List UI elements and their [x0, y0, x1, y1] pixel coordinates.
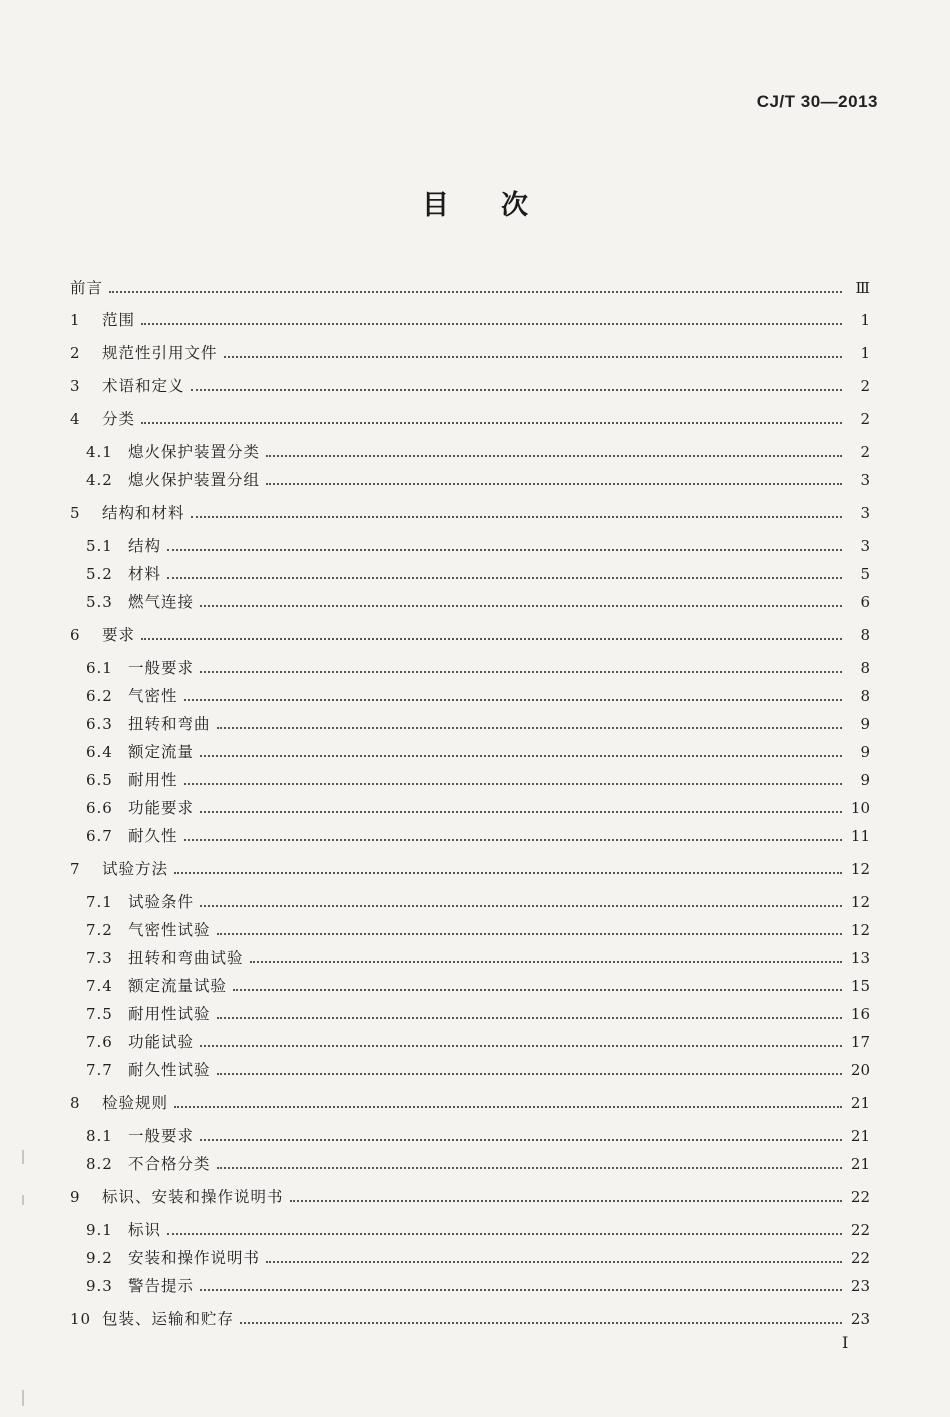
toc-entry-label: 安装和操作说明书 [128, 1249, 261, 1267]
toc-entry[interactable] [86, 464, 870, 490]
toc-entry[interactable] [86, 998, 870, 1024]
toc-entry-page: 12 [850, 860, 870, 878]
toc-entry[interactable] [70, 304, 870, 330]
standard-code: CJ/T 30—2013 [756, 92, 878, 111]
dot-leader [266, 483, 842, 485]
toc-entry-page: 8 [860, 659, 870, 677]
toc-entry[interactable] [86, 820, 870, 846]
toc-entry-page: 21 [850, 1094, 870, 1112]
toc-entry[interactable] [86, 1148, 870, 1174]
toc-entry-label: 一般要求 [128, 1127, 195, 1145]
toc-entry[interactable] [86, 1026, 870, 1052]
dot-leader [217, 1017, 842, 1019]
toc-entry-page: 3 [860, 504, 870, 522]
toc-entry[interactable] [86, 436, 870, 462]
toc-entry-page: Ⅲ [855, 279, 870, 297]
toc-entry-label: 额定流量试验 [128, 977, 228, 995]
toc-entry[interactable] [86, 680, 870, 706]
toc-entry-number: 5.3 [86, 593, 113, 611]
toc-entry[interactable] [70, 619, 870, 645]
toc-entry-page: 9 [860, 771, 870, 789]
dot-leader [200, 905, 842, 907]
toc-entry[interactable] [70, 497, 870, 523]
toc-entry-label: 范围 [102, 311, 136, 329]
toc-entry-number: 8.2 [86, 1155, 113, 1173]
toc-entry-number: 8.1 [86, 1127, 113, 1145]
page-title: 目次 [422, 190, 580, 221]
toc-entry-page: 12 [850, 893, 870, 911]
dot-leader [109, 291, 842, 293]
toc-entry-number: 6.4 [86, 743, 113, 761]
toc-entry-number: 7.6 [86, 1033, 113, 1051]
dot-leader [200, 1139, 842, 1141]
toc-entry[interactable] [86, 886, 870, 912]
toc-entry-page: 21 [850, 1155, 870, 1173]
dot-leader [141, 323, 842, 325]
toc-entry-label: 扭转和弯曲 [128, 715, 211, 733]
toc-entry-label: 警告提示 [128, 1277, 195, 1295]
dot-leader [167, 577, 842, 579]
scan-artifact [22, 1150, 24, 1164]
toc-entry-page: 8 [860, 687, 870, 705]
toc-entry-number: 5.1 [86, 537, 113, 555]
toc-entry-page: 15 [850, 977, 870, 995]
toc-entry-label: 结构和材料 [102, 504, 185, 522]
dot-leader [184, 839, 842, 841]
toc-entry-page: 1 [860, 344, 870, 362]
toc-entry-page: 3 [860, 471, 870, 489]
toc-entry-label: 不合格分类 [128, 1155, 211, 1173]
toc-entry-label: 要求 [102, 626, 136, 644]
toc-entry-label: 包装、运输和贮存 [102, 1310, 235, 1328]
toc-entry-number: 7 [70, 860, 81, 878]
toc-entry-number: 7.7 [86, 1061, 113, 1079]
toc-entry-page: 20 [850, 1061, 870, 1079]
toc-entry-label: 功能要求 [128, 799, 195, 817]
toc-entry-page: 8 [860, 626, 870, 644]
dot-leader [184, 783, 842, 785]
toc-entry[interactable] [70, 1181, 870, 1207]
toc-entry-page: 22 [850, 1188, 870, 1206]
toc-entry-page: 1 [860, 311, 870, 329]
dot-leader [141, 422, 842, 424]
toc-entry[interactable] [86, 558, 870, 584]
toc-entry-number: 7.3 [86, 949, 113, 967]
dot-leader [233, 989, 842, 991]
dot-leader [200, 605, 842, 607]
toc-entry-number: 6.7 [86, 827, 113, 845]
toc-entry-page: 3 [860, 537, 870, 555]
dot-leader [167, 549, 842, 551]
toc-entry-page: 17 [850, 1033, 870, 1051]
toc-entry-label: 耐久性试验 [128, 1061, 211, 1079]
toc-entry[interactable] [70, 370, 870, 396]
toc-entry-page: 5 [860, 565, 870, 583]
toc-entry-number: 6.2 [86, 687, 113, 705]
toc-entry-label: 燃气连接 [128, 593, 195, 611]
toc-entry[interactable] [86, 736, 870, 762]
toc-entry-number: 4 [70, 410, 81, 428]
toc-entry[interactable] [86, 942, 870, 968]
toc-entry-number: 9.3 [86, 1277, 113, 1295]
scan-artifact [22, 1390, 24, 1406]
toc-entry[interactable] [86, 530, 870, 556]
toc-entry[interactable] [86, 1242, 870, 1268]
toc-entry[interactable] [86, 1120, 870, 1146]
toc-entry-label: 扭转和弯曲试验 [128, 949, 244, 967]
toc-entry-label: 熄火保护装置分类 [128, 443, 261, 461]
toc-entry-page: 11 [850, 827, 870, 845]
dot-leader [250, 961, 842, 963]
toc-entry-label: 规范性引用文件 [102, 344, 218, 362]
dot-leader [217, 727, 842, 729]
page-number: I [842, 1333, 849, 1352]
dot-leader [240, 1322, 842, 1324]
toc-entry[interactable] [70, 1087, 870, 1113]
toc-entry-page: 22 [850, 1249, 870, 1267]
toc-entry-label: 结构 [128, 537, 162, 555]
toc-entry-page: 22 [850, 1221, 870, 1239]
toc-entry-label: 前言 [70, 279, 104, 297]
toc-entry[interactable] [86, 970, 870, 996]
toc-entry-label: 气密性 [128, 687, 178, 705]
toc-entry-number: 10 [70, 1310, 92, 1328]
dot-leader [167, 1233, 842, 1235]
toc-entry-label: 分类 [102, 410, 136, 428]
toc-entry-number: 4.2 [86, 471, 113, 489]
dot-leader [200, 1045, 842, 1047]
toc-entry-label: 耐用性 [128, 771, 178, 789]
dot-leader [217, 1167, 842, 1169]
toc-entry-page: 2 [860, 443, 870, 461]
dot-leader [200, 671, 842, 673]
dot-leader [191, 516, 842, 518]
toc-entry-label: 标识、安装和操作说明书 [102, 1188, 284, 1206]
toc-entry[interactable] [70, 272, 870, 298]
toc-entry-number: 7.1 [86, 893, 113, 911]
toc-entry[interactable] [70, 337, 870, 363]
toc-entry-page: 23 [850, 1310, 870, 1328]
toc-entry-number: 7.2 [86, 921, 113, 939]
toc-entry-page: 2 [860, 410, 870, 428]
toc-entry-page: 13 [850, 949, 870, 967]
toc-entry[interactable] [86, 1054, 870, 1080]
dot-leader [217, 1073, 842, 1075]
dot-leader [200, 811, 842, 813]
toc-entry-number: 1 [70, 311, 81, 329]
toc-entry-label: 额定流量 [128, 743, 195, 761]
toc-entry[interactable] [70, 853, 870, 879]
toc-entry-number: 6.6 [86, 799, 113, 817]
toc-entry-page: 12 [850, 921, 870, 939]
toc-entry-page: 16 [850, 1005, 870, 1023]
toc-entry-number: 9.1 [86, 1221, 113, 1239]
toc-entry-label: 一般要求 [128, 659, 195, 677]
toc-entry-number: 7.5 [86, 1005, 113, 1023]
toc-entry-number: 3 [70, 377, 81, 395]
dot-leader [191, 389, 842, 391]
dot-leader [224, 356, 842, 358]
scan-artifact [22, 1195, 24, 1205]
dot-leader [200, 1289, 842, 1291]
toc-entry[interactable] [86, 1214, 870, 1240]
toc-entry-label: 标识 [128, 1221, 162, 1239]
toc-entry-number: 8 [70, 1094, 81, 1112]
dot-leader [184, 699, 842, 701]
dot-leader [266, 1261, 842, 1263]
toc-entry-label: 术语和定义 [102, 377, 185, 395]
toc-entry-page: 21 [850, 1127, 870, 1145]
toc-entry-label: 功能试验 [128, 1033, 195, 1051]
toc-entry-number: 9.2 [86, 1249, 113, 1267]
dot-leader [266, 455, 842, 457]
toc-entry[interactable] [86, 1270, 870, 1296]
dot-leader [174, 872, 842, 874]
toc-entry-number: 7.4 [86, 977, 113, 995]
toc-entry-number: 6.5 [86, 771, 113, 789]
toc-entry-number: 9 [70, 1188, 81, 1206]
toc-entry-page: 10 [850, 799, 870, 817]
toc-entry-number: 6 [70, 626, 81, 644]
toc-entry-label: 检验规则 [102, 1094, 169, 1112]
toc-entry-label: 耐用性试验 [128, 1005, 211, 1023]
toc-entry[interactable] [70, 1303, 870, 1329]
toc-entry-page: 9 [860, 715, 870, 733]
toc-entry-number: 6.3 [86, 715, 113, 733]
toc-entry[interactable] [86, 764, 870, 790]
toc-entry-page: 23 [850, 1277, 870, 1295]
toc-entry-label: 耐久性 [128, 827, 178, 845]
toc-entry-number: 6.1 [86, 659, 113, 677]
toc-entry-number: 4.1 [86, 443, 113, 461]
dot-leader [141, 638, 842, 640]
toc-entry-page: 6 [860, 593, 870, 611]
toc-entry[interactable] [86, 708, 870, 734]
dot-leader [217, 933, 842, 935]
toc-entry-label: 试验方法 [102, 860, 169, 878]
toc-entry[interactable] [86, 792, 870, 818]
toc-entry[interactable] [86, 652, 870, 678]
toc-entry[interactable] [70, 403, 870, 429]
toc-entry[interactable] [86, 914, 870, 940]
toc-entry-label: 试验条件 [128, 893, 195, 911]
toc-entry-label: 熄火保护装置分组 [128, 471, 261, 489]
toc-entry[interactable] [86, 586, 870, 612]
toc-entry-label: 气密性试验 [128, 921, 211, 939]
toc-entry-label: 材料 [128, 565, 162, 583]
dot-leader [174, 1106, 842, 1108]
toc-entry-page: 2 [860, 377, 870, 395]
toc-entry-number: 5.2 [86, 565, 113, 583]
toc-entry-page: 9 [860, 743, 870, 761]
dot-leader [200, 755, 842, 757]
toc-entry-number: 2 [70, 344, 81, 362]
toc-entry-number: 5 [70, 504, 81, 522]
dot-leader [290, 1200, 842, 1202]
